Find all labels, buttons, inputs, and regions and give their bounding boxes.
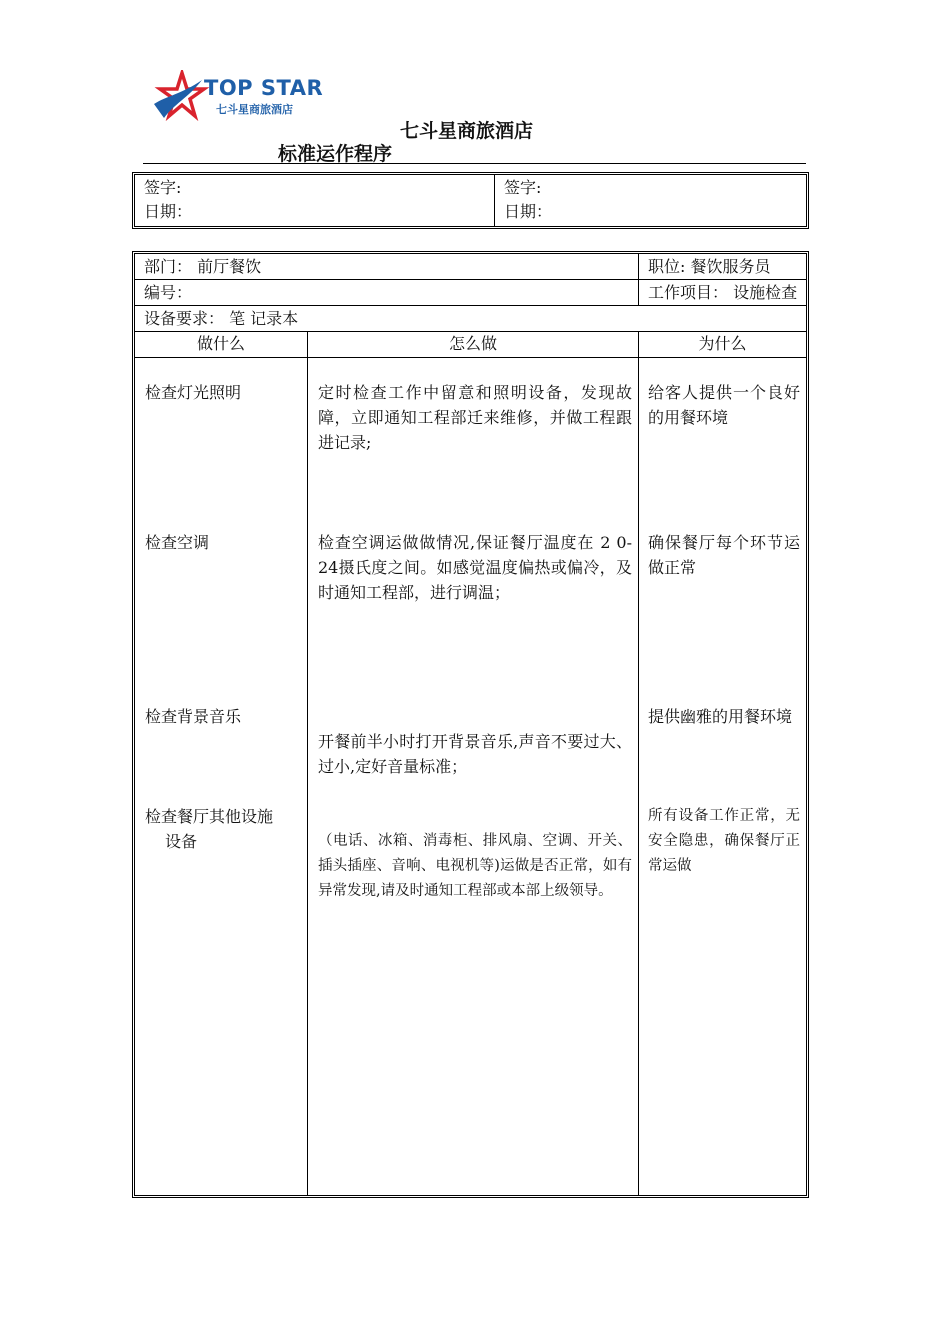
row-2-why: 确保餐厅每个环节运做正常 <box>648 533 801 577</box>
row-4-what-line1: 检查餐厅其他设施 <box>145 807 274 826</box>
row-1-what: 检查灯光照明 <box>145 383 242 402</box>
signature-cell-left <box>135 175 495 227</box>
department-cell: 部门： 前厅餐饮 <box>135 254 639 280</box>
row-3-how: 开餐前半小时打开背景音乐,声音不要过大、过小,定好音量标准； <box>318 732 632 776</box>
logo <box>152 70 342 122</box>
why-column <box>639 358 807 1196</box>
row-3-what: 检查背景音乐 <box>145 707 242 726</box>
row-1-how: 定时检查工作中留意和照明设备，发现故障，立即通知工程部迁来维修，并做工程跟进记录; <box>318 383 632 452</box>
work-item-cell: 工作项目： 设施检查 <box>639 280 807 306</box>
row-2-how: 检查空调运做做情况,保证餐厅温度在 2 0-24摄氏度之间。如感觉温度偏热或偏冷，及时通知工程部，进行调温； <box>318 533 632 602</box>
row-2-what: 检查空调 <box>145 533 210 552</box>
column-header-what: 做什么 <box>135 332 308 358</box>
procedure-table <box>134 253 807 1196</box>
hotel-name: 七斗星商旅酒店 <box>400 120 534 142</box>
star-icon <box>152 70 212 122</box>
what-column <box>135 358 308 1196</box>
code-cell: 编号： <box>135 280 639 306</box>
row-4-what-line2: 设备 <box>165 832 198 851</box>
equipment-cell: 设备要求： 笔 记录本 <box>135 306 807 332</box>
row-4-why: 所有设备工作正常，无安全隐患，确保餐厅正常运做 <box>648 808 801 874</box>
date-label-right: 日期： <box>504 202 553 221</box>
row-3-why: 提供幽雅的用餐环境 <box>648 707 793 726</box>
row-4-how: （电话、冰箱、消毒柜、排风扇、空调、开关、插头插座、音响、电视机等)运做是否正常，如有异常发现,请及时通知工程部或本部上级领导。 <box>318 833 632 899</box>
signature-table <box>134 174 807 227</box>
sign-label-right: 签字: <box>504 178 542 197</box>
logo-name-en: TOP STAR <box>204 76 324 100</box>
column-header-how: 怎么做 <box>308 332 639 358</box>
doc-title: 标准运作程序 <box>278 143 393 165</box>
signature-cell-right <box>495 175 807 227</box>
date-label-left: 日期： <box>144 202 193 221</box>
logo-name-cn: 七斗星商旅酒店 <box>216 103 293 116</box>
row-1-why: 给客人提供一个良好的用餐环境 <box>648 383 801 427</box>
how-column <box>308 358 639 1196</box>
column-header-why: 为什么 <box>639 332 807 358</box>
sign-label-left: 签字: <box>144 178 182 197</box>
title-rule <box>143 163 806 164</box>
row-4-what <box>145 804 303 854</box>
position-cell: 职位: 餐饮服务员 <box>639 254 807 280</box>
